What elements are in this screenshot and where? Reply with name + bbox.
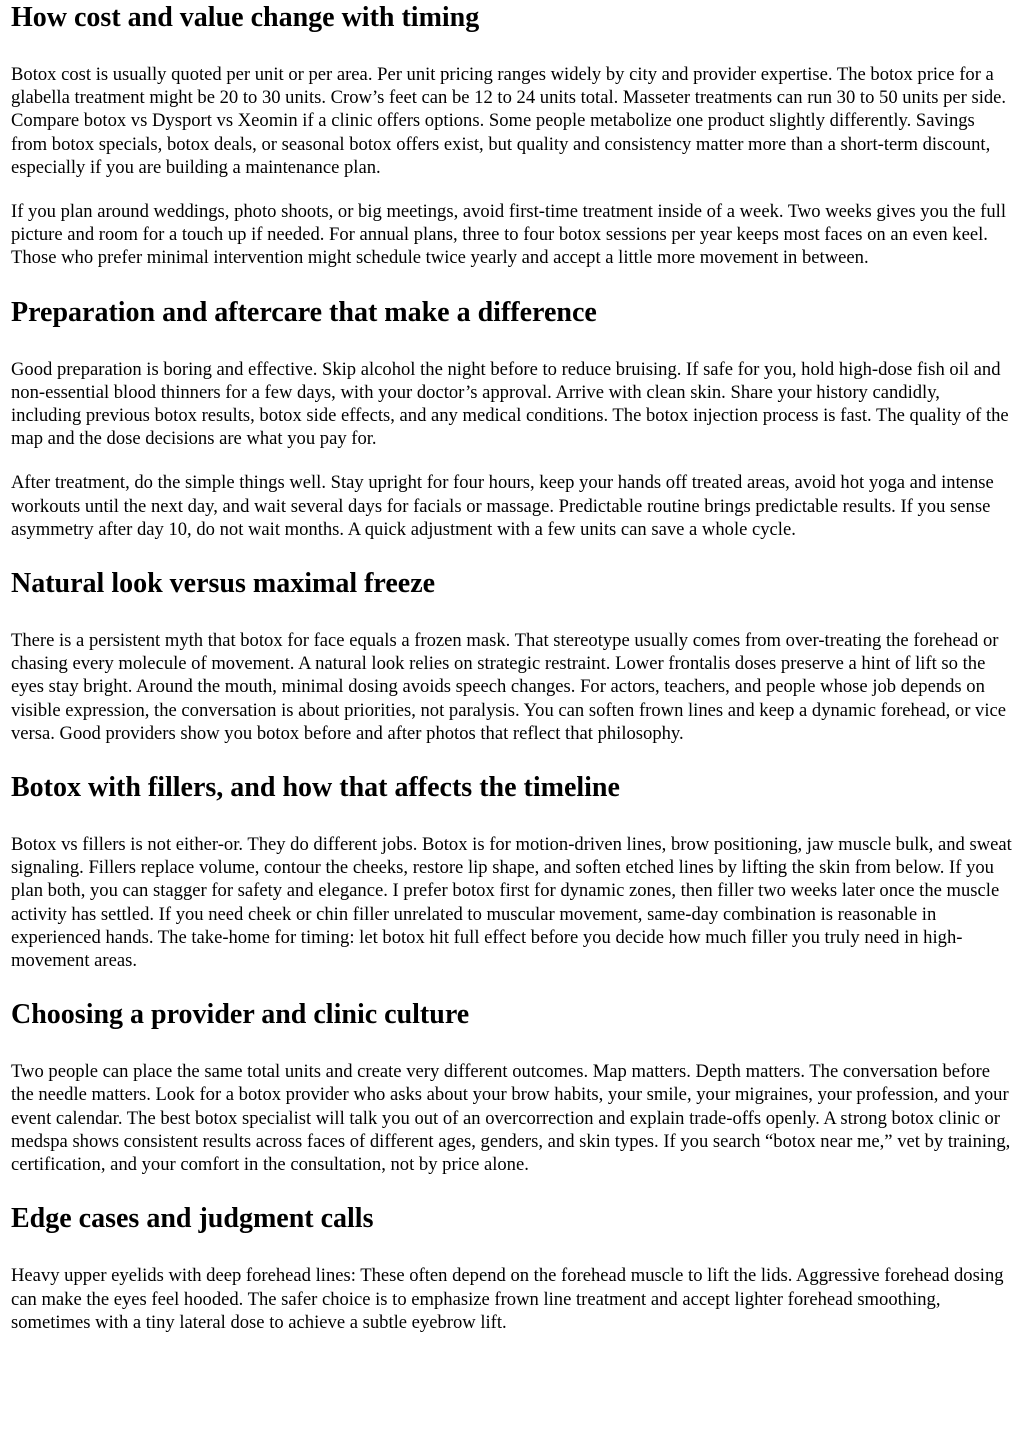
section-heading-cost-timing: How cost and value change with timing: [11, 2, 480, 33]
section-heading-provider: Choosing a provider and clinic culture: [11, 999, 470, 1031]
paragraph-cost: Botox cost is usually quoted per unit or per area. Per unit pricing ranges widely by city and provider expertise. The botox price for a glabella treatment might be 20 to 30 units. Crow’s feet can be 12 to 24 units total. Masseter treatments can run 30 to 50 units per side. Compare botox vs Dysport vs Xeomin if a clinic offers options. Some people metabolize one product slightly differently. Savings from botox specials, botox deals, or seasonal botox offers exist, but quality and consistency matter more than a short-term discount, especially if you are building a maintenance plan.: [11, 64, 1007, 178]
paragraph-natural-look: There is a persistent myth that botox for face equals a frozen mask. That stereotype usually comes from over-treating the forehead or chasing every molecule of movement. A natural look relies on strategic restraint. Lower frontalis doses preserve a hint of lift so the eyes stay bright. Around the mouth, minimal dosing avoids speech changes. For actors, teachers, and people whose job depends on visible expression, the conversation is about priorities, not paralysis. You can soften frown lines and keep a dynamic forehead, or vice versa. Good providers show you botox before and after photos that reflect that philosophy.: [11, 630, 1007, 744]
section-heading-fillers: Botox with fillers, and how that affects the timeline: [11, 772, 620, 804]
section-heading-edge-cases: Edge cases and judgment calls: [11, 1203, 374, 1235]
section-heading-preparation: Preparation and aftercare that make a difference: [11, 296, 597, 328]
paragraph-aftercare: After treatment, do the simple things well. Stay upright for four hours, keep your hands off treated areas, avoid hot yoga and intense workouts until the next day, and wait several days for facials or massage. Predictable routine brings predictable results. If you sense asymmetry after day 10, do not wait months. A quick adjustment with a few units can save a whole cycle.: [11, 472, 994, 540]
paragraph-edge-cases: Heavy upper eyelids with deep forehead lines: These often depend on the forehead muscle to lift the lids. Aggressive forehead dosing can make the eyes feel hooded. The safer choice is to emphasize frown line treatment and accept lighter forehead smoothing, sometimes with a tiny lateral dose to achieve a subtle eyebrow lift.: [11, 1265, 1004, 1333]
paragraph-preparation: Good preparation is boring and effective. Skip alcohol the night before to reduce bruising. If safe for you, hold high-dose fish oil and non-essential blood thinners for a few days, with your doctor’s approval. Arrive with clean skin. Share your history candidly, including previous botox results, botox side effects, and any medical conditions. The botox injection process is fast. The quality of the map and the dose decisions are what you pay for.: [11, 358, 1009, 450]
section-heading-natural-look: Natural look versus maximal freeze: [11, 568, 436, 600]
article-body: [0, 2, 1024, 1334]
paragraph-fillers: Botox vs fillers is not either-or. They do different jobs. Botox is for motion-driven lines, brow positioning, jaw muscle bulk, and sweat signaling. Fillers replace volume, contour the cheeks, restore lip shape, and soften etched lines by lifting the skin from below. If you plan both, you can stagger for safety and elegance. I prefer botox first for dynamic zones, then filler two weeks later once the muscle activity has settled. If you need cheek or chin filler unrelated to muscular movement, same-day combination is reasonable in experienced hands. The take-home for timing: let botox hit full effect before you decide how much filler you truly need in high-movement areas.: [11, 834, 1012, 972]
paragraph-provider: Two people can place the same total units and create very different outcomes. Map matters. Depth matters. The conversation before the needle matters. Look for a botox provider who asks about your brow habits, your smile, your migraines, your profession, and your event calendar. The best botox specialist will talk you out of an overcorrection and explain trade-offs openly. A strong botox clinic or medspa shows consistent results across faces of different ages, genders, and skin types. If you search “botox near me,” vet by training, certification, and your comfort in the consultation, not by price alone.: [11, 1061, 1011, 1176]
paragraph-timing-plans: If you plan around weddings, photo shoots, or big meetings, avoid first-time treatment inside of a week. Two weeks gives you the full picture and room for a touch up if needed. For annual plans, three to four botox sessions per year keeps most faces on an even keel. Those who prefer minimal intervention might schedule twice yearly and accept a little more movement in between.: [11, 201, 1006, 269]
